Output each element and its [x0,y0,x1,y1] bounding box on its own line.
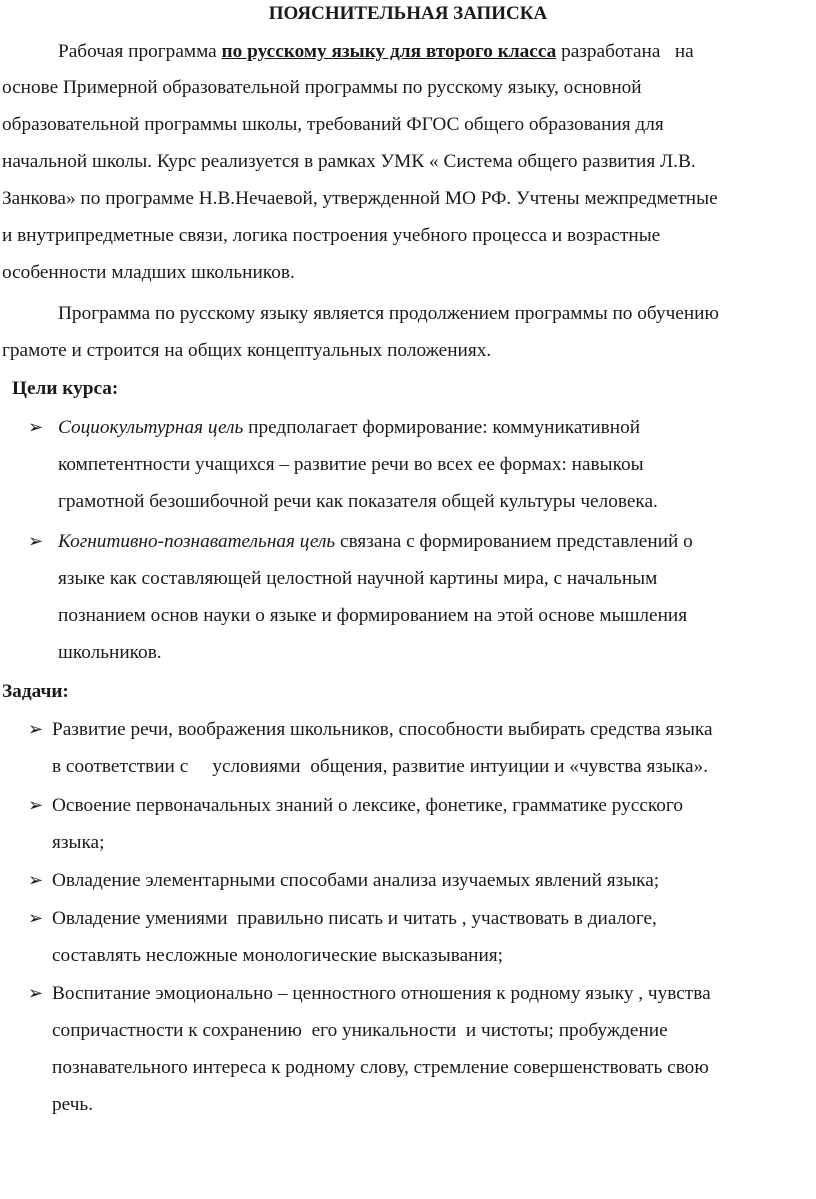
intro-line: грамоте и строится на общих концептуальных положениях. [2,340,492,361]
task-item: сопричастности к сохранению его уникальности и чистоты; пробуждение [52,1020,668,1041]
goal-text: языке как составляющей целостной научной картины мира, с начальным [58,568,658,589]
goals-heading-text: Цели курса: [12,378,119,399]
document-title: ПОЯСНИТЕЛЬНАЯ ЗАПИСКА [268,3,548,24]
tasks-heading-text: Задачи: [2,681,69,702]
intro-line: Программа по русскому языку является продолжением программы по обучению [58,303,719,324]
goal-term: Когнитивно-познавательная цель [58,531,336,552]
goal-text: грамотной безошибочной речи как показателя общей культуры человека. [58,491,658,512]
intro-line [58,40,694,64]
arrow-bullet-icon: ➢ [28,719,44,740]
task-item: Воспитание эмоционально – ценностного отношения к родному языку , чувства [52,983,711,1004]
arrow-bullet-icon: ➢ [28,908,44,929]
arrow-bullet-icon: ➢ [28,531,44,552]
goal-text: познанием основ науки о языке и формированием на этой основе мышления [58,605,688,626]
intro-line: и внутрипредметные связи, логика построения учебного процесса и возрастные [2,225,661,246]
arrow-bullet-icon: ➢ [28,795,44,816]
goal-term: Социокультурная цель [58,417,244,438]
goal-text: связана с формированием представлений о [335,531,693,552]
task-item: Овладение умениями правильно писать и читать , участвовать в диалоге, [52,908,657,929]
goals-heading [12,377,118,401]
subject-emphasis: по русскому языку для второго класса [221,41,557,62]
task-item: речь. [52,1094,94,1115]
arrow-bullet-icon: ➢ [28,417,44,438]
task-item: Овладение элементарными способами анализа изучаемых явлений языка; [52,870,660,891]
task-item: Развитие речи, воображения школьников, способности выбирать средства языка [52,719,713,740]
task-item: в соответствии с условиями общения, развитие интуиции и «чувства языка». [52,756,709,777]
arrow-bullet-icon: ➢ [28,983,44,1004]
goal-text: компетентности учащихся – развитие речи во всех ее формах: навыкоы [58,454,644,475]
intro-line: основе Примерной образовательной программы по русскому языку, основной [2,77,642,98]
intro-line: начальной школы. Курс реализуется в рамках УМК « Система общего развития Л.В. [2,151,696,172]
arrow-bullet-icon: ➢ [28,870,44,891]
task-item: познавательного интереса к родному слову, стремление совершенствовать свою [52,1057,709,1078]
intro-text: разработана на [556,41,694,62]
intro-line: особенности младших школьников. [2,262,295,283]
intro-text: Рабочая программа [58,41,222,62]
goal-item [58,530,693,554]
tasks-heading [2,680,69,704]
goal-item [58,416,640,440]
task-item: Освоение первоначальных знаний о лексике, фонетике, грамматике русского [52,795,683,816]
intro-line: образовательной программы школы, требований ФГОС общего образования для [2,114,664,135]
task-item: составлять несложные монологические высказывания; [52,945,503,966]
goal-text: предполагает формирование: коммуникативной [243,417,641,438]
goal-text: школьников. [58,642,162,663]
intro-line: Занкова» по программе Н.В.Нечаевой, утвержденной МО РФ. Учтены межпредметные [2,188,718,209]
task-item: языка; [52,832,105,853]
